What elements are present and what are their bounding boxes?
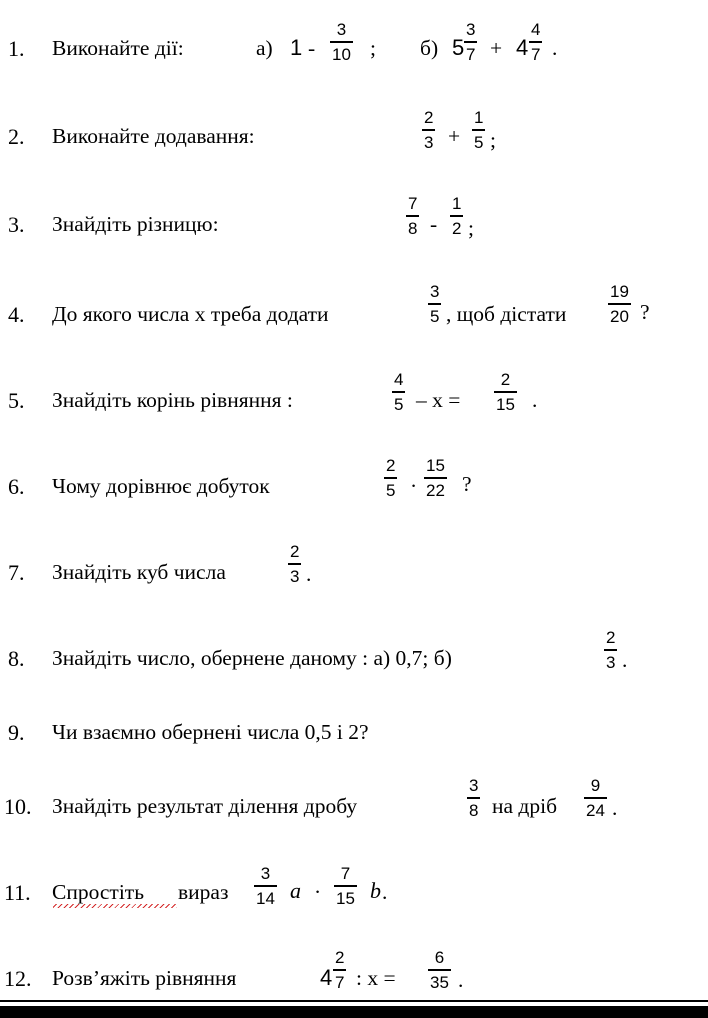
problem-1 (0, 16, 708, 76)
problem-number: 8. (8, 646, 25, 671)
problem-text: Виконайте додавання: (52, 124, 255, 148)
operator: + (490, 36, 503, 60)
part-a-label: а) (256, 36, 273, 60)
problem-text: До якого числа х треба додати (52, 302, 329, 326)
operator: - (308, 36, 316, 60)
fraction: 1 5 (474, 108, 484, 152)
punctuation: ? (462, 472, 472, 496)
problem-number: 1. (8, 36, 25, 61)
problem-2 (0, 104, 708, 164)
problem-text: , щоб дістати (446, 302, 567, 326)
problem-8 (0, 624, 708, 684)
whole-number: 5 (452, 35, 465, 60)
whole-number: 4 (320, 965, 333, 990)
punctuation: ; (468, 216, 474, 240)
part-b-label: б) (420, 36, 439, 60)
problem-text: Чи взаємно обернені числа 0,5 і 2? (52, 720, 369, 744)
problem-number: 10. (4, 794, 32, 819)
operator: · (314, 880, 322, 904)
fraction: 2 7 (335, 948, 345, 992)
fraction: 2 15 (496, 370, 515, 414)
fraction: 3 10 (332, 20, 351, 64)
whole-number: 1 (290, 35, 303, 60)
problem-text: на дріб (492, 794, 558, 818)
punctuation: . (612, 796, 618, 820)
fraction: 3 5 (430, 282, 440, 326)
punctuation: . (382, 880, 388, 904)
problem-text: Знайдіть різницю: (52, 212, 219, 236)
fraction: 6 35 (430, 948, 449, 992)
problem-6 (0, 452, 708, 512)
punctuation: ? (640, 300, 650, 324)
fraction: 15 22 (426, 456, 445, 500)
whole-number: 4 (516, 35, 529, 60)
punctuation: . (552, 36, 558, 60)
problem-text: Знайдіть результат ділення дробу (52, 794, 358, 818)
problem-text: Знайдіть число, обернене даному : а) 0,7; б) (52, 646, 452, 670)
equation-middle: : x = (356, 966, 396, 990)
operator: + (448, 124, 461, 148)
problem-9 (0, 704, 708, 764)
problem-number: 4. (8, 302, 25, 327)
fraction: 3 14 (256, 864, 275, 908)
page-bottom-border (0, 1006, 708, 1018)
operator: · (410, 474, 418, 498)
problem-12 (0, 944, 708, 1004)
problem-number: 7. (8, 560, 25, 585)
punctuation: ; (370, 36, 376, 60)
operator: - (430, 212, 438, 236)
problem-7 (0, 538, 708, 598)
problem-number: 12. (4, 966, 32, 991)
fraction: 4 7 (531, 20, 541, 64)
problem-number: 6. (8, 474, 25, 499)
punctuation: . (458, 968, 464, 992)
problem-text: Виконайте дії: (52, 36, 184, 60)
problem-10 (0, 774, 708, 834)
problem-3 (0, 190, 708, 250)
problem-4 (0, 280, 708, 340)
fraction: 2 3 (290, 542, 300, 586)
problem-text: Спростіть (52, 880, 144, 904)
problem-text: Чому дорівнює добуток (52, 474, 270, 498)
fraction: 9 24 (586, 776, 605, 820)
fraction: 1 2 (452, 194, 462, 238)
fraction: 7 8 (408, 194, 418, 238)
fraction: 19 20 (610, 282, 629, 326)
problem-number: 3. (8, 212, 25, 237)
problem-text: Розв’яжіть рівняння (52, 966, 237, 990)
problem-text: Знайдіть куб числа (52, 560, 226, 584)
fraction: 4 5 (394, 370, 404, 414)
punctuation: ; (490, 128, 496, 152)
problem-text: вираз (178, 880, 229, 904)
punctuation: . (532, 388, 538, 412)
problem-text: Знайдіть корінь рівняння : (52, 388, 293, 412)
fraction: 7 15 (336, 864, 355, 908)
equation-middle: – x = (416, 388, 461, 412)
spellcheck-underline (53, 904, 177, 908)
page-bottom-rule (0, 1000, 708, 1002)
problem-number: 5. (8, 388, 25, 413)
punctuation: . (306, 562, 312, 586)
fraction: 3 7 (466, 20, 476, 64)
variable-a: a (290, 878, 301, 903)
problem-5 (0, 366, 708, 426)
problem-11 (0, 860, 708, 920)
fraction: 2 3 (424, 108, 434, 152)
problem-number: 11. (4, 880, 31, 905)
punctuation: . (622, 648, 628, 672)
variable-b: b (370, 878, 381, 903)
problem-number: 2. (8, 124, 25, 149)
fraction: 2 5 (386, 456, 396, 500)
problem-number: 9. (8, 720, 25, 745)
fraction: 3 8 (469, 776, 479, 820)
fraction: 2 3 (606, 628, 616, 672)
